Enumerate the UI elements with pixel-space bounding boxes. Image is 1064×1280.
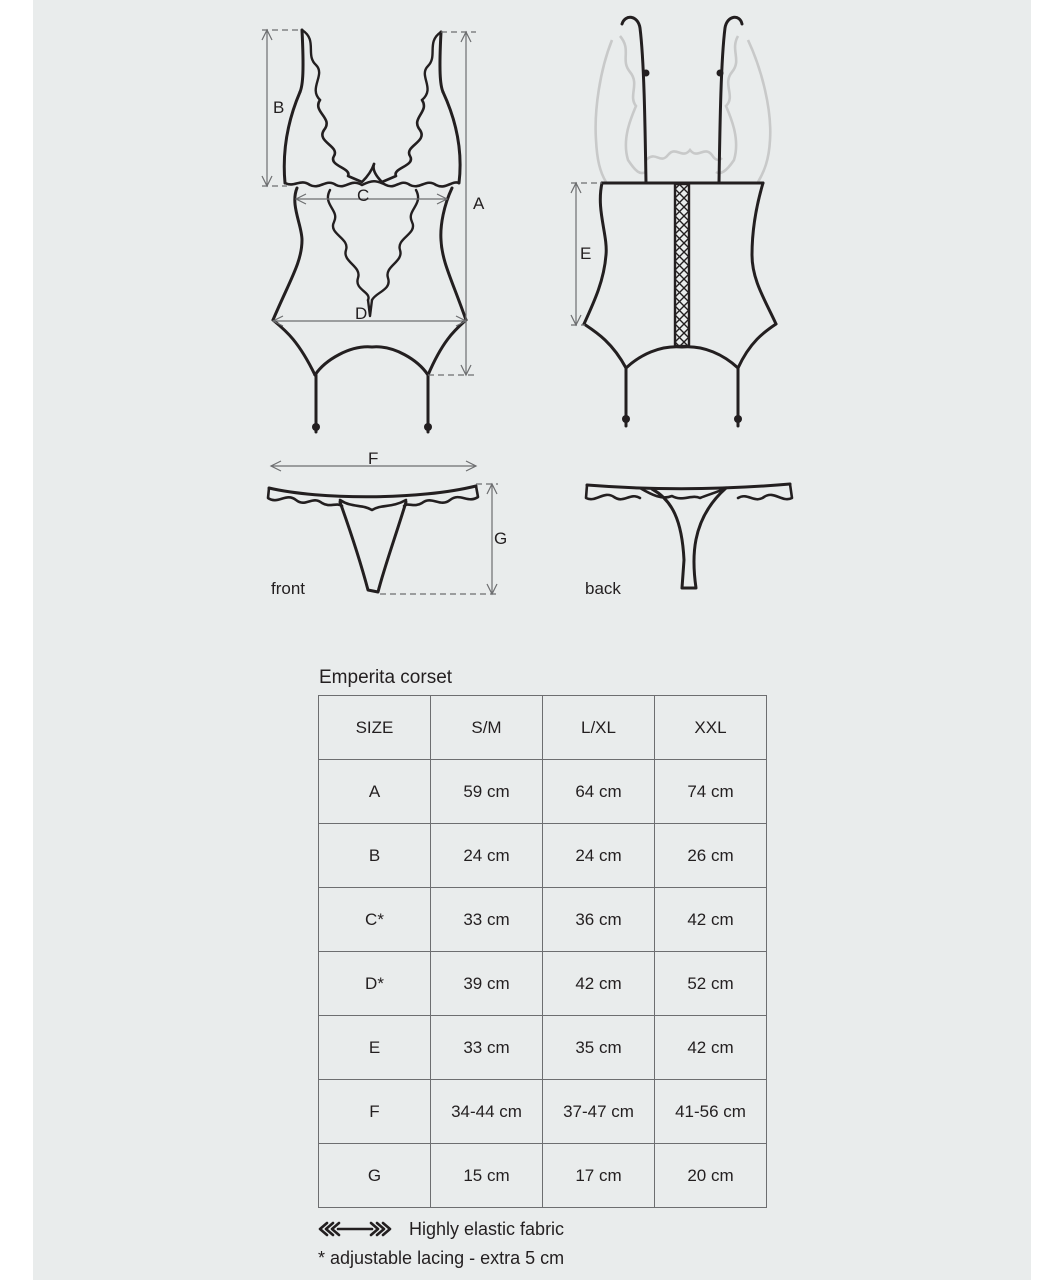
- elastic-legend: [318, 1217, 564, 1241]
- label-c: C: [357, 186, 370, 205]
- table-cell: 41-56 cm: [655, 1080, 767, 1144]
- table-cell: 42 cm: [655, 1016, 767, 1080]
- table-cell: 42 cm: [543, 952, 655, 1016]
- label-f: F: [368, 449, 379, 468]
- back-lacing: [675, 184, 689, 346]
- table-cell: 33 cm: [431, 1016, 543, 1080]
- table-row-label: D*: [319, 952, 431, 1016]
- size-table: [318, 695, 767, 1208]
- back-cups-ghost: [596, 36, 771, 182]
- table-row-label: E: [319, 1016, 431, 1080]
- label-e: E: [580, 244, 592, 263]
- table-row: [319, 760, 767, 824]
- table-row-label: A: [319, 760, 431, 824]
- front-label: front: [271, 579, 306, 598]
- table-cell: 26 cm: [655, 824, 767, 888]
- front-corset-drawing: [273, 30, 466, 432]
- table-cell: 74 cm: [655, 760, 767, 824]
- table-cell: 34-44 cm: [431, 1080, 543, 1144]
- table-cell: 35 cm: [543, 1016, 655, 1080]
- table-header-row: [319, 696, 767, 760]
- table-cell: 59 cm: [431, 760, 543, 824]
- back-thong-drawing: [586, 484, 792, 588]
- back-label: back: [585, 579, 621, 598]
- table-cell: 64 cm: [543, 760, 655, 824]
- table-header-cell: XXL: [655, 696, 767, 760]
- table-cell: 17 cm: [543, 1144, 655, 1208]
- lacing-note: * adjustable lacing - extra 5 cm: [318, 1248, 565, 1268]
- elastic-arrows-icon: [318, 1221, 392, 1237]
- table-cell: 24 cm: [543, 824, 655, 888]
- table-header-cell: L/XL: [543, 696, 655, 760]
- label-a: A: [473, 194, 485, 213]
- front-thong-drawing: [268, 486, 478, 592]
- size-table-body: [319, 696, 767, 1208]
- table-row: [319, 1144, 767, 1208]
- table-cell: 36 cm: [543, 888, 655, 952]
- table-row-label: G: [319, 1144, 431, 1208]
- table-cell: 39 cm: [431, 952, 543, 1016]
- table-cell: 33 cm: [431, 888, 543, 952]
- table-row-label: B: [319, 824, 431, 888]
- table-row: [319, 824, 767, 888]
- table-row: [319, 1016, 767, 1080]
- table-row: [319, 1080, 767, 1144]
- table-cell: 15 cm: [431, 1144, 543, 1208]
- table-row-label: C*: [319, 888, 431, 952]
- table-cell: 37-47 cm: [543, 1080, 655, 1144]
- table-cell: 24 cm: [431, 824, 543, 888]
- label-b: B: [273, 98, 285, 117]
- table-row: [319, 888, 767, 952]
- table-header-cell: S/M: [431, 696, 543, 760]
- elastic-text: Highly elastic fabric: [409, 1218, 565, 1239]
- table-cell: 42 cm: [655, 888, 767, 952]
- table-cell: 52 cm: [655, 952, 767, 1016]
- table-title: Emperita corset: [319, 667, 453, 688]
- table-row: [319, 952, 767, 1016]
- table-cell: 20 cm: [655, 1144, 767, 1208]
- label-g: G: [494, 529, 508, 548]
- table-row-label: F: [319, 1080, 431, 1144]
- label-d: D: [355, 304, 368, 323]
- table-header-cell: SIZE: [319, 696, 431, 760]
